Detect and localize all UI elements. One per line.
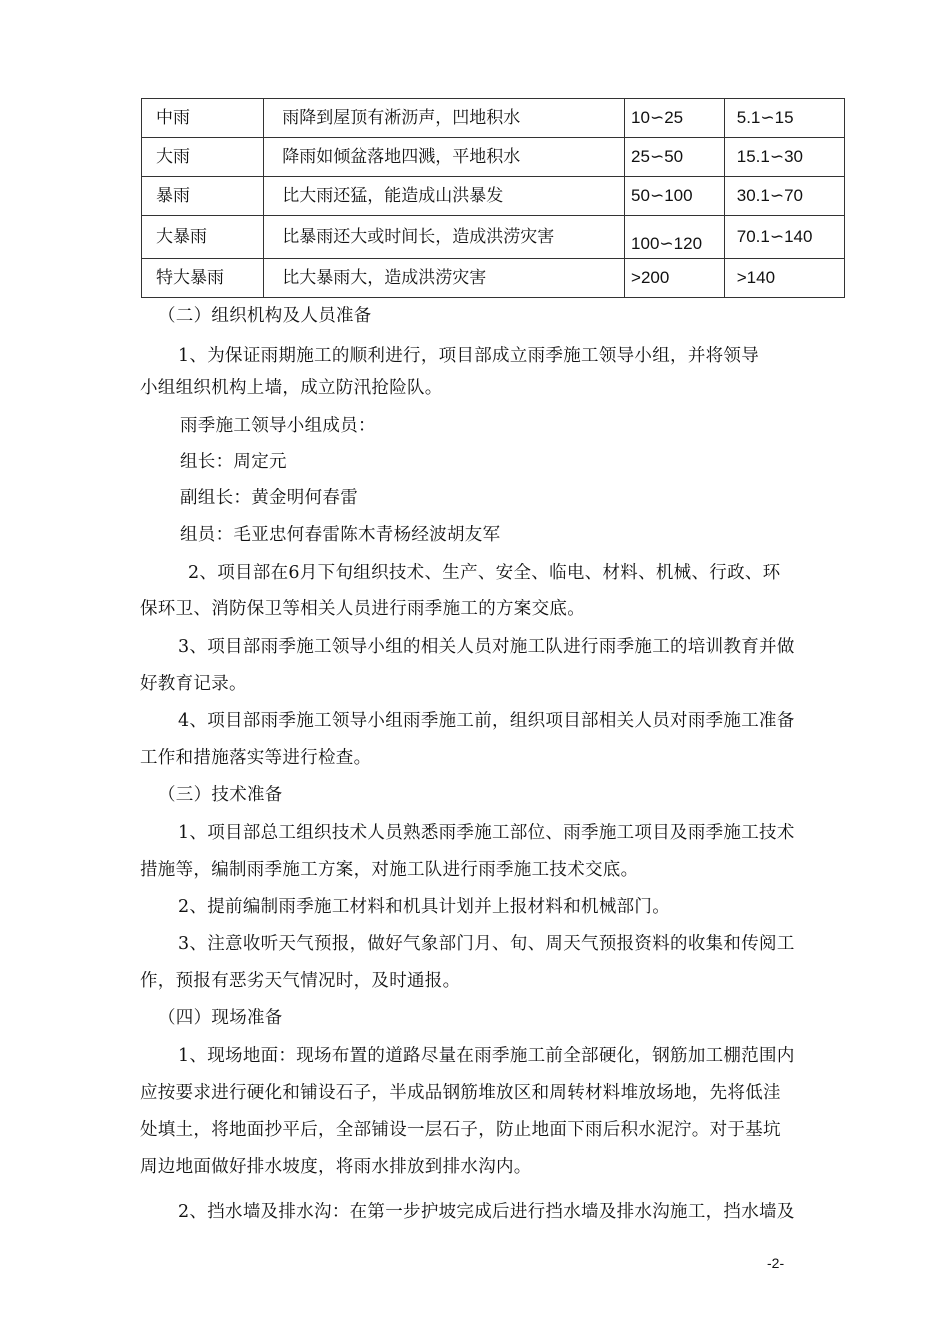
table-row <box>142 138 845 177</box>
paragraph-line: 工作和措施落实等进行检查。 <box>140 748 372 768</box>
table-row <box>142 177 845 216</box>
table-cell-description: 比大暴雨大，造成洪涝灾害 <box>264 259 625 298</box>
page-number: -2- <box>767 1255 785 1271</box>
paragraph-line: 1、为保证雨期施工的顺利进行，项目部成立雨季施工领导小组，并将领导 <box>178 346 760 366</box>
paragraph-line: 保环卫、消防保卫等相关人员进行雨季施工的方案交底。 <box>140 599 585 619</box>
paragraph-line: 2、挡水墙及排水沟：在第一步护坡完成后进行挡水墙及排水沟施工，挡水墙及 <box>178 1202 795 1222</box>
paragraph-line: 处填土，将地面抄平后，全部铺设一层石子，防止地面下雨后积水泥泞。对于基坑 <box>140 1120 781 1140</box>
table-cell-range-b: 70.1∽140 <box>724 216 844 259</box>
paragraph-line: 周边地面做好排水坡度，将雨水排放到排水沟内。 <box>140 1157 532 1177</box>
table-row <box>142 259 845 298</box>
section-heading: （二）组织机构及人员准备 <box>158 306 372 326</box>
paragraph-line: 应按要求进行硬化和铺设石子，半成品钢筋堆放区和周转材料堆放场地，先将低洼 <box>140 1083 781 1103</box>
table-cell-grade: 中雨 <box>142 99 264 138</box>
table-cell-description: 降雨如倾盆落地四溅，平地积水 <box>264 138 625 177</box>
section-heading: （四）现场准备 <box>158 1008 283 1028</box>
table-cell-range-a: >200 <box>625 259 725 298</box>
paragraph-line: 2、项目部在6月下旬组织技术、生产、安全、临电、材料、机械、行政、环 <box>188 563 781 583</box>
table-cell-description: 比大雨还猛，能造成山洪暴发 <box>264 177 625 216</box>
table-cell-range-a: 100∽120 <box>625 216 725 259</box>
paragraph-line: 3、项目部雨季施工领导小组的相关人员对施工队进行雨季施工的培训教育并做 <box>178 637 795 657</box>
paragraph-line: 4、项目部雨季施工领导小组雨季施工前，组织项目部相关人员对雨季施工准备 <box>178 711 795 731</box>
table-cell-description: 雨降到屋顶有淅沥声，凹地积水 <box>264 99 625 138</box>
table-cell-grade: 暴雨 <box>142 177 264 216</box>
table-cell-range-a: 10∽25 <box>625 99 725 138</box>
paragraph-line: 好教育记录。 <box>140 674 247 694</box>
section-heading: （三）技术准备 <box>158 785 283 805</box>
paragraph-line: 雨季施工领导小组成员： <box>180 416 376 436</box>
paragraph-line: 3、注意收听天气预报，做好气象部门月、旬、周天气预报资料的收集和传阅工 <box>178 934 795 954</box>
table-cell-range-a: 25∽50 <box>625 138 725 177</box>
table-cell-range-b: 15.1∽30 <box>724 138 844 177</box>
table-cell-grade: 特大暴雨 <box>142 259 264 298</box>
paragraph-line: 1、项目部总工组织技术人员熟悉雨季施工部位、雨季施工项目及雨季施工技术 <box>178 823 795 843</box>
paragraph-line: 2、提前编制雨季施工材料和机具计划并上报材料和机械部门。 <box>178 897 671 917</box>
table-cell-grade: 大雨 <box>142 138 264 177</box>
rainfall-table <box>141 98 845 298</box>
table-row <box>142 216 845 259</box>
paragraph-line: 作，预报有恶劣天气情况时，及时通报。 <box>140 971 461 991</box>
paragraph-line: 组长：周定元 <box>180 452 287 472</box>
paragraph-line: 措施等，编制雨季施工方案，对施工队进行雨季施工技术交底。 <box>140 860 639 880</box>
paragraph-line: 小组组织机构上墙，成立防汛抢险队。 <box>140 378 443 398</box>
table-row <box>142 99 845 138</box>
table-cell-range-b: 30.1∽70 <box>724 177 844 216</box>
paragraph-line: 副组长：黄金明何春雷 <box>180 488 358 508</box>
table-cell-range-a: 50∽100 <box>625 177 725 216</box>
table-cell-range-b: >140 <box>724 259 844 298</box>
paragraph-line: 1、现场地面：现场布置的道路尽量在雨季施工前全部硬化，钢筋加工棚范围内 <box>178 1046 795 1066</box>
paragraph-line: 组员：毛亚忠何春雷陈木青杨经波胡友军 <box>180 525 501 545</box>
table-cell-grade: 大暴雨 <box>142 216 264 259</box>
table-cell-description: 比暴雨还大或时间长，造成洪涝灾害 <box>264 216 625 259</box>
table-cell-range-b: 5.1∽15 <box>724 99 844 138</box>
